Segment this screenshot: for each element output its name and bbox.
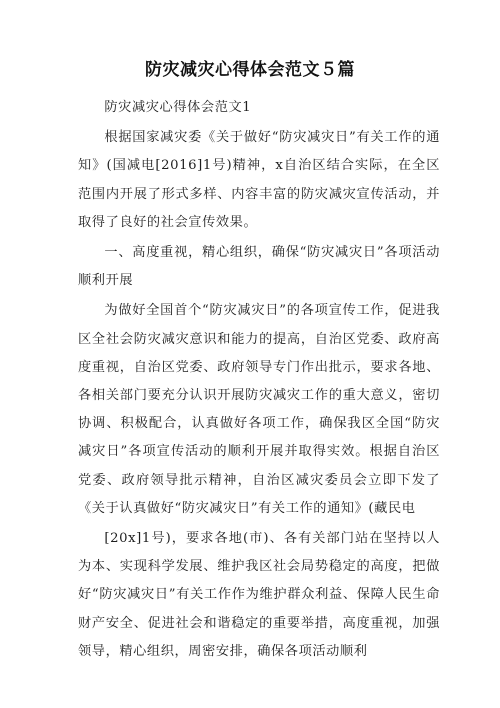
paragraph-body-continued: [20x]1号)，要求各地(市)、各有关部门站在坚持以人为本、实现科学发展、维护我区社会局势稳定的高度，把做好“防灾减灾日”有关工作作为维护群众利益、保障人民生命财产安全、促进社会和谐稳定的重要举措，高度重视，加强领导，精心组织，周密安排，确保各项活动顺利	[78, 531, 440, 659]
document-body	[78, 94, 440, 666]
paragraph-body: 为做好全国首个“防灾减灾日”的各项宣传工作，促进我区全社会防灾减灾意识和能力的提高，自治区党委、政府高度重视，自治区党委、政府领导专门作出批示，要求各地、各相关部门要充分认识开展防灾减灾工作的重大意义，密切协调、积极配合，认真做好各项工作，确保我区全国“防灾减灾日”各项宣传活动的顺利开展并取得实效。根据自治区党委、政府领导批示精神，自治区减灾委员会立即下发了《关于认真做好“防灾减灾日”有关工作的通知》(藏民电	[78, 303, 440, 516]
document-title: 防灾减灾心得体会范文５篇	[145, 60, 355, 80]
paragraph-subtitle: 防灾减灾心得体会范文1	[104, 100, 252, 115]
paragraph-section-heading: 一、高度重视，精心组织，确保“防灾减灾日”各项活动顺利开展	[78, 245, 440, 289]
paragraph-intro: 根据国家减灾委《关于做好“防灾减灾日”有关工作的通知》(国减电[2016]1号)精神，x自治区结合实际，在全区范围内开展了形式多样、内容丰富的防灾减灾宣传活动，并取得了良好的社会宣传效果。	[78, 130, 440, 230]
